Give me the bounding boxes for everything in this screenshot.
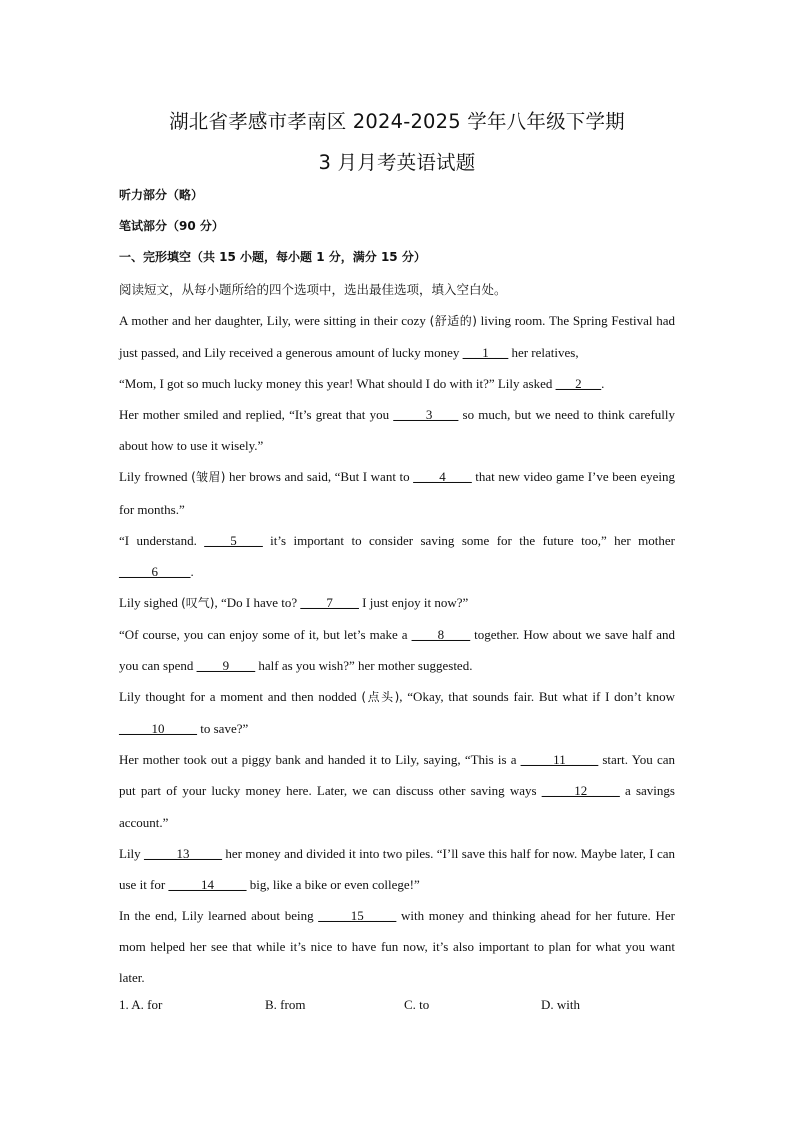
blank-13: _____13_____ — [144, 845, 223, 861]
blank-10: _____10_____ — [119, 721, 197, 737]
blank-4: ____4____ — [413, 469, 472, 485]
blank-15: _____15_____ — [318, 907, 397, 923]
page-title-line1: 湖北省孝感市孝南区 2024-2025 学年八年级下学期 — [169, 110, 625, 133]
cloze-passage — [119, 305, 675, 993]
written-section-heading: 笔试部分（90 分） — [119, 219, 224, 233]
listening-section-heading: 听力部分（略） — [119, 188, 204, 202]
option-b: B. from — [265, 997, 306, 1012]
blank-3: _____3____ — [393, 407, 459, 423]
blank-1: ___1___ — [462, 345, 509, 361]
passage-paragraph: “Mom, I got so much lucky money this year! What should I do with it?” Lily asked ___2___. — [119, 376, 605, 392]
blank-11: _____11_____ — [520, 752, 599, 768]
blank-12: _____12_____ — [541, 783, 620, 799]
blank-7: ____7____ — [300, 594, 359, 610]
page-title-line2: 3 月月考英语试题 — [318, 151, 476, 174]
cloze-section-heading: 一、完形填空（共 15 小题，每小题 1 分，满分 15 分） — [119, 250, 426, 264]
passage-paragraph: A mother and her daughter, Lily, were sitting in their cozy (舒适的) living room. The Spring Festival had just passed, and Lily received a generous amount of lucky money ___1___ her relatives, — [119, 313, 675, 361]
passage-paragraph: Lily sighed (叹气), “Do I have to? ____7____ I just enjoy it now?” — [119, 594, 469, 610]
passage-paragraph: Her mother smiled and replied, “It’s great that you _____3____ so much, but we need to think carefully about how to use it wisely.” — [119, 407, 675, 454]
option-d: D. with — [541, 997, 580, 1012]
option-c: C. to — [404, 997, 430, 1012]
option-a: 1. A. for — [119, 997, 163, 1012]
passage-paragraph: In the end, Lily learned about being _____15_____ with money and thinking ahead for her future. Her mom helped her see that while it’s nice to have fun now, it’s also important to plan for what you want later. — [119, 907, 675, 985]
passage-paragraph: Lily frowned (皱眉) her brows and said, “But I want to ____4____ that new video game I’ve been eyeing for months.” — [119, 469, 675, 517]
blank-9: ____9____ — [196, 658, 256, 674]
passage-paragraph: Her mother took out a piggy bank and handed it to Lily, saying, “This is a _____11_____ start. You can put part of your lucky money here. Later, we can discuss other saving ways _____12_____ a savings account.” — [119, 752, 675, 830]
cloze-instruction: 阅读短文，从每小题所给的四个选项中，选出最佳选项，填入空白处。 — [119, 282, 507, 297]
blank-8: ____8____ — [411, 626, 471, 642]
blank-6: _____6_____ — [119, 563, 191, 579]
passage-paragraph: Lily thought for a moment and then nodded (点头), “Okay, that sounds fair. But what if I don’t know _____10_____ to save?” — [119, 689, 676, 737]
passage-paragraph: Lily _____13_____ her money and divided it into two piles. “I’ll save this half for now. Maybe later, I can use it for _____14_____ big, like a bike or even college!” — [119, 845, 675, 892]
passage-paragraph: “I understand. ____5____ it’s important to consider saving some for the future too,” her mother _____6_____. — [119, 532, 676, 579]
passage-paragraph: “Of course, you can enjoy some of it, but let’s make a ____8____ together. How about we save half and you can spend ____9____ half as you wish?” her mother suggested. — [119, 626, 675, 674]
blank-14: _____14_____ — [168, 876, 247, 892]
blank-5: ____5____ — [204, 532, 263, 548]
blank-2: ___2___ — [555, 376, 602, 392]
